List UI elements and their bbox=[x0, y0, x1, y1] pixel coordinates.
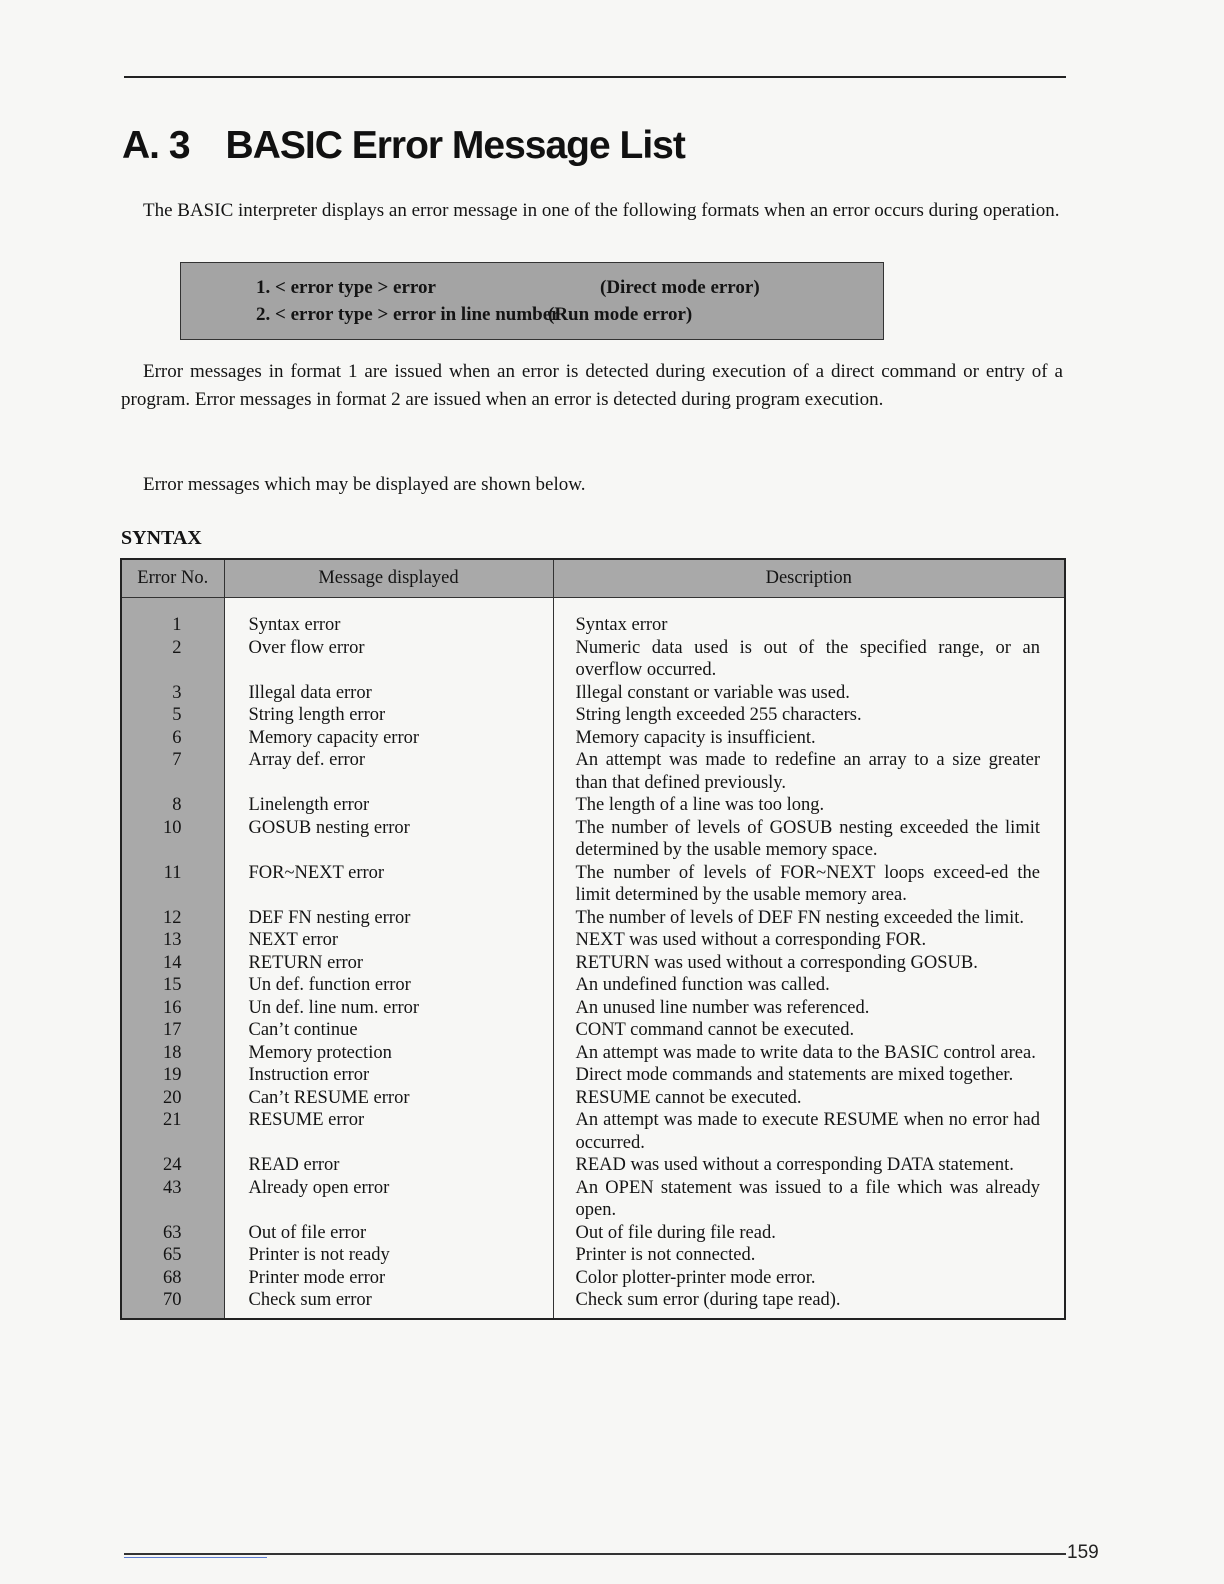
table-row bbox=[121, 598, 1065, 637]
table-row bbox=[121, 974, 1065, 997]
description-cell: The number of levels of GOSUB nesting exceeded the limit determined by the usable memory space. bbox=[575, 817, 1040, 860]
section-title bbox=[122, 124, 685, 168]
error-number-cell: 16 bbox=[121, 997, 224, 1020]
description-cell: An OPEN statement was issued to a file which was already open. bbox=[575, 1177, 1040, 1220]
error-number-cell: 19 bbox=[121, 1064, 224, 1087]
description-cell: Illegal constant or variable was used. bbox=[575, 682, 850, 703]
table-row bbox=[121, 929, 1065, 952]
page-number: 159 bbox=[1067, 1542, 1099, 1563]
error-number-cell: 1 bbox=[121, 598, 224, 637]
table-row bbox=[121, 862, 1065, 907]
table-row bbox=[121, 794, 1065, 817]
message-cell: Un def. line num. error bbox=[224, 997, 553, 1020]
table-heading: SYNTAX bbox=[121, 527, 202, 549]
table-body bbox=[121, 598, 1065, 1319]
format-1-text: 1. < error type > error bbox=[256, 277, 436, 298]
table-row bbox=[121, 952, 1065, 975]
error-number-cell: 13 bbox=[121, 929, 224, 952]
error-number-cell: 6 bbox=[121, 727, 224, 750]
description-cell: Numeric data used is out of the specified range, or an overflow occurred. bbox=[575, 637, 1040, 680]
message-cell: FOR~NEXT error bbox=[224, 862, 553, 907]
format-line-1 bbox=[256, 277, 760, 299]
error-number-cell: 7 bbox=[121, 749, 224, 794]
table-row bbox=[121, 997, 1065, 1020]
message-cell: Array def. error bbox=[224, 749, 553, 794]
shown-below-paragraph: Error messages which may be displayed are shown below. bbox=[143, 474, 586, 495]
message-cell: RESUME error bbox=[224, 1109, 553, 1154]
description-cell: Syntax error bbox=[575, 615, 668, 635]
error-number-cell: 3 bbox=[121, 682, 224, 705]
format-1-mode: (Direct mode error) bbox=[600, 277, 760, 298]
description-cell: The number of levels of FOR~NEXT loops exceed-ed the limit determined by the usable memory area. bbox=[575, 862, 1040, 905]
message-cell: Already open error bbox=[224, 1177, 553, 1222]
error-number-cell: 68 bbox=[121, 1267, 224, 1290]
description-cell: RETURN was used without a corresponding GOSUB. bbox=[575, 952, 978, 973]
table-row bbox=[121, 1064, 1065, 1087]
message-cell: Check sum error bbox=[224, 1289, 553, 1319]
error-number-cell: 70 bbox=[121, 1289, 224, 1319]
description-cell: Printer is not connected. bbox=[575, 1245, 756, 1265]
message-cell: Un def. function error bbox=[224, 974, 553, 997]
format-2-mode: (Run mode error) bbox=[548, 304, 693, 325]
corner-mark bbox=[124, 1557, 267, 1558]
error-number-cell: 63 bbox=[121, 1222, 224, 1245]
description-cell: An attempt was made to write data to the BASIC control area. bbox=[575, 1042, 1036, 1063]
error-number-cell: 65 bbox=[121, 1244, 224, 1267]
description-cell: An attempt was made to execute RESUME when no error had occurred. bbox=[575, 1110, 1040, 1153]
message-cell: String length error bbox=[224, 704, 553, 727]
format-explanation-paragraph: Error messages in format 1 are issued when an error is detected during execution of a direct command or entry of a program. Error messages in format 2 are issued when an error is detected during program execution. bbox=[121, 361, 1063, 410]
description-cell: READ was used without a corresponding DATA statement. bbox=[575, 1155, 1014, 1175]
message-cell: Printer mode error bbox=[224, 1267, 553, 1290]
description-cell: String length exceeded 255 characters. bbox=[575, 705, 862, 725]
message-cell: NEXT error bbox=[224, 929, 553, 952]
top-rule bbox=[124, 76, 1066, 78]
description-cell: The length of a line was too long. bbox=[575, 795, 825, 815]
message-cell: Memory protection bbox=[224, 1042, 553, 1065]
description-cell: Out of file during file read. bbox=[575, 1222, 776, 1243]
message-cell: Can’t RESUME error bbox=[224, 1087, 553, 1110]
format-2-text: 2. < error type > error in line number bbox=[256, 304, 560, 325]
error-number-cell: 5 bbox=[121, 704, 224, 727]
description-cell: Memory capacity is insufficient. bbox=[575, 727, 816, 748]
table-row bbox=[121, 749, 1065, 794]
message-cell: Over flow error bbox=[224, 637, 553, 682]
table-row bbox=[121, 1109, 1065, 1154]
description-cell: CONT command cannot be executed. bbox=[575, 1020, 855, 1040]
error-number-cell: 20 bbox=[121, 1087, 224, 1110]
error-number-cell: 43 bbox=[121, 1177, 224, 1222]
error-number-cell: 10 bbox=[121, 817, 224, 862]
table-row bbox=[121, 1087, 1065, 1110]
error-number-cell: 8 bbox=[121, 794, 224, 817]
table-header-row bbox=[121, 559, 1065, 598]
error-number-cell: 2 bbox=[121, 637, 224, 682]
message-cell: Memory capacity error bbox=[224, 727, 553, 750]
description-cell: NEXT was used without a corresponding FOR. bbox=[575, 930, 927, 950]
table-row bbox=[121, 1177, 1065, 1222]
table-row bbox=[121, 704, 1065, 727]
message-cell: Syntax error bbox=[224, 598, 553, 637]
table-row bbox=[121, 1154, 1065, 1177]
description-cell: Color plotter-printer mode error. bbox=[575, 1267, 816, 1288]
table-row bbox=[121, 682, 1065, 705]
table-row bbox=[121, 817, 1065, 862]
message-cell: Linelength error bbox=[224, 794, 553, 817]
error-number-cell: 21 bbox=[121, 1109, 224, 1154]
error-number-cell: 24 bbox=[121, 1154, 224, 1177]
table-row bbox=[121, 1289, 1065, 1319]
description-cell: Check sum error (during tape read). bbox=[575, 1290, 841, 1310]
format-box bbox=[180, 262, 884, 340]
error-number-cell: 15 bbox=[121, 974, 224, 997]
description-cell: An unused line number was referenced. bbox=[575, 997, 870, 1018]
column-header-message: Message displayed bbox=[224, 559, 553, 598]
message-cell: READ error bbox=[224, 1154, 553, 1177]
message-cell: RETURN error bbox=[224, 952, 553, 975]
message-cell: Printer is not ready bbox=[224, 1244, 553, 1267]
message-cell: Out of file error bbox=[224, 1222, 553, 1245]
description-cell: Direct mode commands and statements are mixed together. bbox=[575, 1065, 1014, 1085]
table-row bbox=[121, 1267, 1065, 1290]
table-row bbox=[121, 637, 1065, 682]
section-number: A. 3 bbox=[122, 124, 190, 167]
error-number-cell: 17 bbox=[121, 1019, 224, 1042]
error-number-cell: 11 bbox=[121, 862, 224, 907]
table-row bbox=[121, 1222, 1065, 1245]
format-line-2 bbox=[256, 304, 693, 326]
description-cell: RESUME cannot be executed. bbox=[575, 1087, 802, 1108]
table-row bbox=[121, 1042, 1065, 1065]
error-number-cell: 14 bbox=[121, 952, 224, 975]
description-cell: An attempt was made to redefine an array to a size greater than that defined previously. bbox=[575, 750, 1040, 793]
message-cell: GOSUB nesting error bbox=[224, 817, 553, 862]
intro-paragraph: The BASIC interpreter displays an error message in one of the following formats when an error occurs during operation. bbox=[143, 200, 1060, 221]
error-number-cell: 12 bbox=[121, 907, 224, 930]
table-row bbox=[121, 727, 1065, 750]
message-cell: Can’t continue bbox=[224, 1019, 553, 1042]
table-row bbox=[121, 907, 1065, 930]
table-row bbox=[121, 1019, 1065, 1042]
column-header-description: Description bbox=[553, 559, 1065, 598]
description-cell: The number of levels of DEF FN nesting exceeded the limit. bbox=[575, 907, 1025, 928]
message-cell: Illegal data error bbox=[224, 682, 553, 705]
description-cell: An undefined function was called. bbox=[575, 975, 830, 995]
error-number-cell: 18 bbox=[121, 1042, 224, 1065]
bottom-rule bbox=[124, 1553, 1066, 1555]
message-cell: Instruction error bbox=[224, 1064, 553, 1087]
column-header-error-no: Error No. bbox=[121, 559, 224, 598]
table-row bbox=[121, 1244, 1065, 1267]
message-cell: DEF FN nesting error bbox=[224, 907, 553, 930]
error-message-table bbox=[120, 558, 1066, 1320]
section-title-text: BASIC Error Message List bbox=[225, 124, 685, 167]
